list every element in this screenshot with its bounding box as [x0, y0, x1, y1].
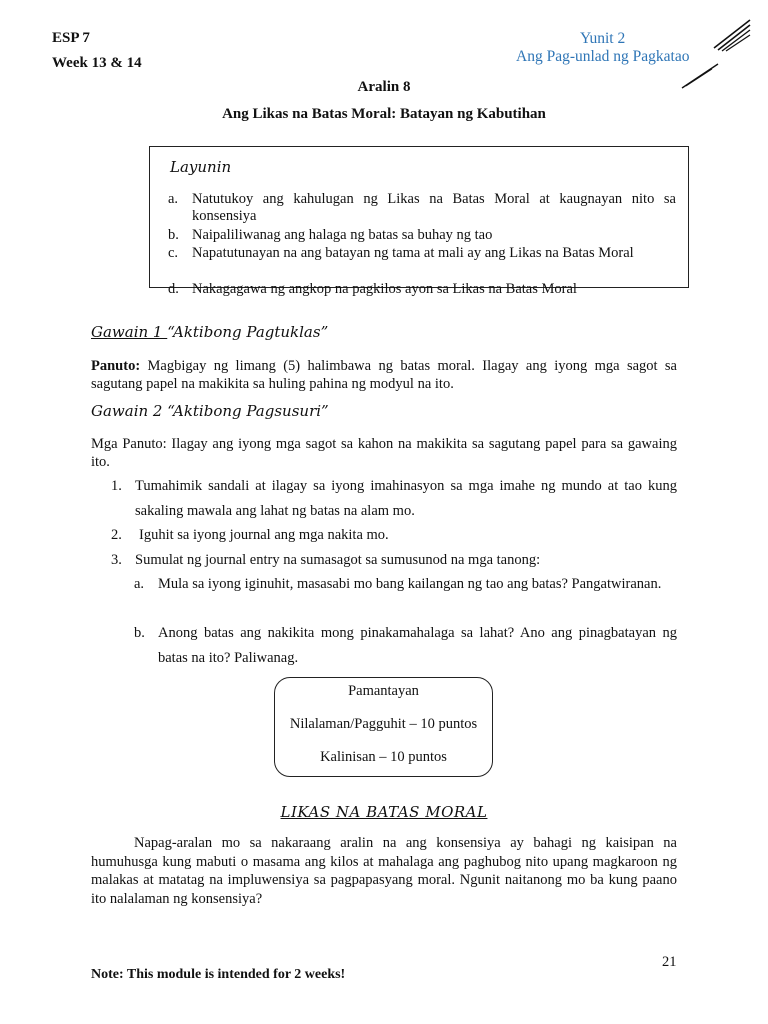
objective-letter: a. [168, 191, 179, 207]
objective-text: Naipaliliwanag ang halaga ng batas sa buhay ng tao [192, 227, 493, 243]
instruction-text: Magbigay ng limang (5) halimbawa ng batas moral. Ilagay ang iyong mga sagot sa sagutang papel na makikita sa huling pahina ng modyul na ito. [91, 358, 677, 392]
section-heading-wrap [0, 803, 768, 822]
rubric-criterion: Kalinisan – 10 puntos [320, 749, 447, 765]
section-paragraph: Napag-aralan mo sa nakaraang aralin na ang konsensiya ay bahagi ng kaisipan na humuhusga kung mabuti o masama ang kilos at mahalaga ang paghubog nito upang magkaroon ng malakas at matatag na impluwensiya sa pagpapasyang moral. Ngunit naitanong mo ba kung paano ito nalalaman ng konsensiya? [91, 835, 677, 907]
rubric-criterion: Nilalaman/Pagguhit – 10 puntos [289, 716, 478, 732]
week-label: Week 13 & 14 [52, 55, 142, 71]
unit-label: Yunit 2 [580, 30, 626, 47]
step-number: 2. [111, 527, 122, 543]
footer-note: Note: This module is intended for 2 weeks! [91, 967, 346, 982]
step-text: Sumulat ng journal entry na sumasagot sa sumusunod na mga tanong: [135, 552, 541, 568]
page-number: 21 [662, 954, 677, 970]
step-number: 1. [111, 478, 122, 494]
objective-text: Nakagagawa ng angkop na pagkilos ayon sa Likas na Batas Moral [192, 281, 577, 297]
question-text: Mula sa iyong iginuhit, masasabi mo bang kailangan ng tao ang batas? Pangatwiranan. [158, 576, 662, 592]
objective-item [168, 281, 676, 298]
unit-title: Ang Pag-unlad ng Pagkatao [516, 48, 690, 65]
rubric-title: Pamantayan [348, 683, 419, 699]
gawain1-title-number: Gawain 1 [91, 323, 168, 341]
question-text: Anong batas ang nakikita mong pinakamahalaga sa lahat? Ano ang pinagbatayan ng batas na ito? Paliwanag. [158, 625, 677, 666]
step-item [111, 474, 677, 524]
question-letter: a. [134, 576, 145, 592]
step-item [111, 548, 671, 573]
objective-letter: c. [168, 245, 179, 261]
gawain1-title-name: “Aktibong Pagtuklas” [167, 323, 329, 341]
objective-text: Natutukoy ang kahulugan ng Likas na Batas Moral at kaugnayan nito sa konsensiya [192, 191, 676, 224]
objective-letter: b. [168, 227, 179, 243]
objective-item [168, 245, 676, 262]
gawain1-title [91, 323, 328, 341]
step-text: Tumahimik sandali at ilagay sa iyong imahinasyon sa mga imahe ng mundo at tao kung sakaling mawala ang lahat ng batas na alam mo. [135, 478, 677, 519]
rubric-box [274, 677, 493, 777]
step-item [111, 523, 671, 548]
step-number: 3. [111, 552, 122, 568]
lesson-title: Ang Likas na Batas Moral: Batayan ng Kabutihan [222, 106, 546, 122]
lesson-number: Aralin 8 [357, 79, 411, 95]
section-heading: LIKAS NA BATAS MORAL [280, 803, 488, 821]
objectives-heading: Layunin [170, 158, 232, 176]
gawain1-instruction [91, 357, 677, 393]
question-item [134, 621, 677, 671]
instruction-label: Panuto: [91, 358, 141, 374]
objective-item [168, 191, 676, 225]
objective-item [168, 227, 676, 244]
gawain2-title: Gawain 2 “Aktibong Pagsusuri” [91, 402, 329, 420]
gawain2-instruction: Mga Panuto: Ilagay ang iyong mga sagot sa kahon na makikita sa sagutang papel para sa gawaing ito. [91, 436, 677, 470]
objective-text: Napatutunayan na ang batayan ng tama at mali ay ang Likas na Batas Moral [192, 245, 634, 261]
question-letter: b. [134, 625, 145, 641]
objective-letter: d. [168, 281, 179, 297]
subject-label: ESP 7 [52, 30, 90, 46]
step-text: Iguhit sa iyong journal ang mga nakita mo. [139, 527, 389, 543]
question-item [134, 572, 677, 597]
